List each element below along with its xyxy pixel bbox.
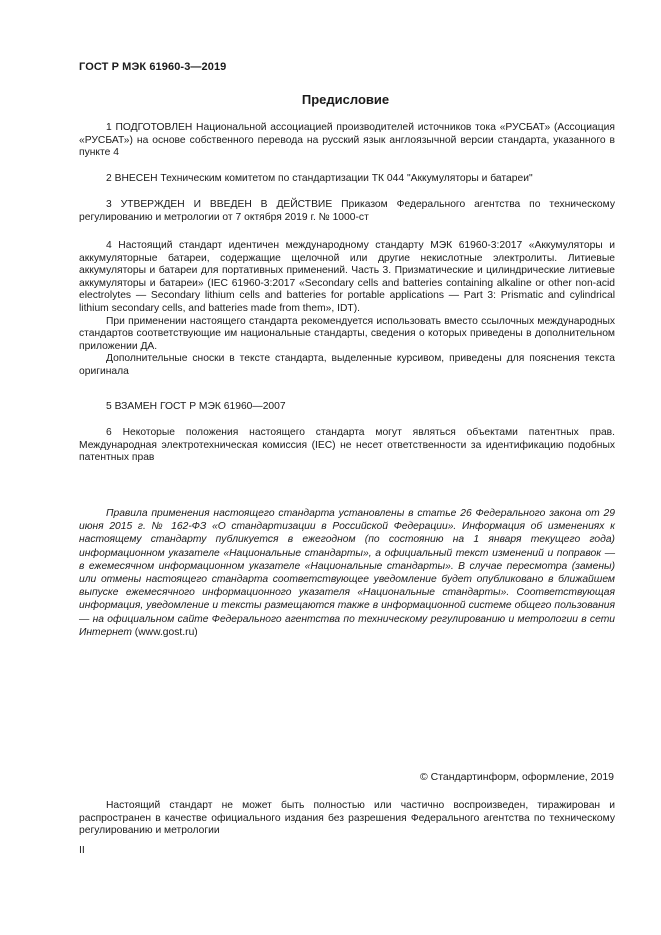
item-4-text: 4 Настоящий стандарт идентичен международному стандарту МЭК 61960-3:2017 «Аккумуляторы и аккумуляторные батареи, содержащие щелочной или другие некислотные электролиты. Литиевые аккумуляторы и батареи для портативных применений. Часть 3. Призматические и цилиндрические литиевые аккумуляторы и батареи» (IEC 61960-3:2017 «Secondary cells and batteries containing alkaline or other non-acid electrolytes — Secondary lithium cells and batteries for portable applications — Part 3: Prismatic and cylindrical lithium secondary cells, and batteries made from them», IDT).	[79, 240, 615, 314]
page-title: Предисловие	[301, 92, 390, 107]
item-5-text: 5 ВЗАМЕН ГОСТ Р МЭК 61960—2007	[106, 401, 286, 412]
item-3	[79, 199, 615, 224]
item-6	[79, 427, 615, 465]
item-2	[79, 173, 615, 186]
standard-code-header: ГОСТ Р МЭК 61960-3—2019	[79, 61, 227, 73]
item-6-text: 6 Некоторые положения настоящего стандарта могут являться объектами патентных прав. Международная электротехническая комиссия (IEC) не несет ответственности за идентификацию подобных патентных прав	[79, 427, 615, 464]
application-rules-text: Правила применения настоящего стандарта установлены в статье 26 Федерального закона от 29 июня 2015 г. № 162-ФЗ «О стандартизации в Российской Федерации». Информация об изменениях к настоящему стандарту публикуется в ежегодном (по состоянию на 1 января текущего года) информационном указателе «Национальные стандарты», а официальный текст изменений и поправок — в ежемесячном информационном указателе «Национальные стандарты». В случае пересмотра (замены) или отмены настоящего стандарта соответствующее уведомление будет опубликовано в ближайшем выпуске ежемесячного информационного указателя «Национальные стандарты». Соответствующая информация, уведомление и тексты размещаются также в информационной системе общего пользования — на официальном сайте Федерального агентства по техническому регулированию и метрологии в сети Интернет	[79, 508, 615, 638]
item-1	[79, 122, 615, 160]
application-rules-note	[79, 507, 615, 639]
reproduction-notice: Настоящий стандарт не может быть полностью или частично воспроизведен, тиражирован и распространен в качестве официального издания без разрешения Федерального агентства по техническому регулированию и метрологии	[79, 800, 615, 837]
item-1-text: 1 ПОДГОТОВЛЕН Национальной ассоциацией производителей источников тока «РУСБАТ» (Ассоциация «РУСБАТ») на основе собственного перевода на русский язык англоязычной версии стандарта, указанного в пункте 4	[79, 122, 615, 159]
item-3-text: 3 УТВЕРЖДЕН И ВВЕДЕН В ДЕЙСТВИЕ Приказом Федерального агентства по техническому регулированию и метрологии от 7 октября 2019 г. № 1000-ст	[79, 199, 615, 223]
copyright-line: © Стандартинформ, оформление, 2019	[419, 771, 614, 783]
item-2-text: 2 ВНЕСЕН Техническим комитетом по стандартизации ТК 044 "Аккумуляторы и батареи"	[106, 173, 533, 184]
page-number: II	[79, 844, 85, 856]
item-4	[79, 240, 615, 379]
item-5	[79, 401, 615, 414]
item-4-para-2: При применении настоящего стандарта рекомендуется использовать вместо ссылочных международных стандартов соответствующие им национальные стандарты, сведения о которых приведены в дополнительном приложении ДА.	[79, 315, 615, 352]
item-4-para-3: Дополнительные сноски в тексте стандарта, выделенные курсивом, приведены для пояснения текста оригинала	[79, 353, 615, 377]
gost-website-link: (www.gost.ru)	[134, 626, 198, 638]
